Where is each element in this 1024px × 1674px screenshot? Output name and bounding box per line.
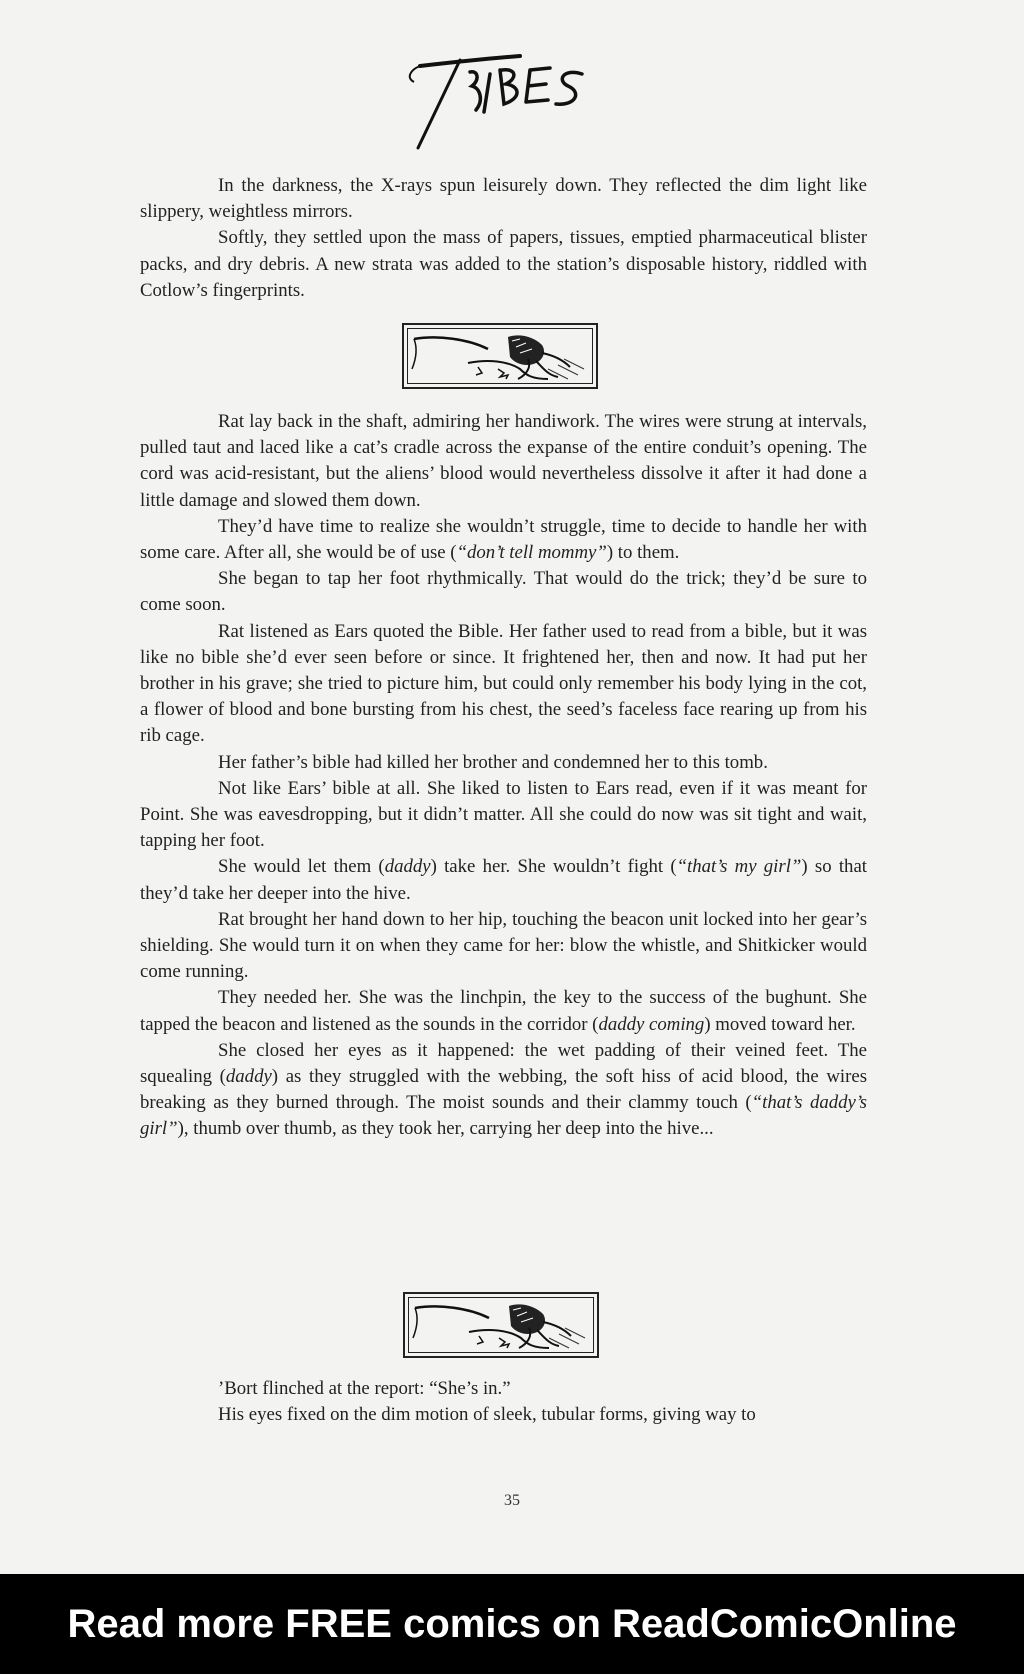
paragraph: Not like Ears’ bible at all. She liked to listen to Ears read, even if it was meant for Point. She was eavesdropping, but it didn’t matter. All she could do now was sit tight and wait, tapping her foot. — [140, 777, 867, 852]
italic-text: “that’s my girl” — [676, 856, 802, 878]
italic-text: daddy — [384, 856, 431, 878]
page-number: 35 — [504, 1492, 520, 1509]
italic-text: “don’t tell mommy” — [456, 542, 607, 564]
paragraph: Her father’s bible had killed her brother and condemned her to this tomb. — [218, 751, 768, 773]
text-section-2 — [140, 409, 867, 1143]
tribes-logo — [400, 40, 600, 150]
paragraph: ’Bort flinched at the report: “She’s in.” — [218, 1378, 511, 1399]
text-run: She closed her eyes as it happened: the wet padding of their veined feet. The squealing ( — [140, 1039, 867, 1088]
text-section-3 — [140, 1376, 867, 1428]
promo-banner[interactable]: Read more FREE comics on ReadComicOnline — [0, 1574, 1024, 1674]
divider-frame — [408, 1297, 594, 1353]
italic-text: daddy — [225, 1066, 272, 1088]
paragraph — [140, 1038, 867, 1143]
text-run: ) as they struggled with the webbing, the soft hiss of acid blood, the wires breaking as they burned through. The moist sounds and their clammy touch ( — [140, 1066, 867, 1114]
text-run: She would let them ( — [218, 856, 385, 878]
paragraph — [140, 514, 867, 566]
paragraph — [140, 985, 867, 1037]
paragraph: She began to tap her foot rhythmically. That would do the trick; they’d be sure to come soon. — [140, 568, 867, 616]
text-run: ) to them. — [606, 542, 680, 564]
paragraph: His eyes fixed on the dim motion of sleek, tubular forms, giving way to — [218, 1404, 756, 1426]
paragraph: Rat brought her hand down to her hip, touching the beacon unit locked into her gear’s shielding. She would turn it on when they came for her: blow the whistle, and Shitkicker would come running. — [140, 908, 867, 983]
paragraph — [140, 854, 867, 906]
text-run: ) take her. She wouldn’t fight ( — [430, 856, 677, 878]
text-run: They needed her. She was the linchpin, the key to the success of the bughunt. She tapped the beacon and listened as the sounds in the corridor ( — [140, 987, 867, 1035]
paragraph: Rat listened as Ears quoted the Bible. Her father used to read from a bible, but it was like no bible she’d ever seen before or since. It frightened her, then and now. It had put her brother in his grave; she tried to picture him, but could only remember his body lying in the cot, a flower of blood and bone bursting from his chest, the seed’s faceless face rearing up from his rib cage. — [140, 620, 867, 747]
alien-creature-icon — [408, 329, 592, 383]
tribes-logo-icon — [400, 40, 600, 150]
section-divider — [402, 323, 598, 389]
alien-creature-icon — [409, 1298, 593, 1352]
text-run: ) so that they’d take her deeper into the hive. — [140, 856, 867, 904]
italic-text: daddy coming — [598, 1013, 705, 1035]
text-run: ), thumb over thumb, as they took her, carrying her deep into the hive... — [177, 1118, 714, 1140]
paragraph: Softly, they settled upon the mass of papers, tissues, emptied pharmaceutical blister packs, and dry debris. A new strata was added to the station’s disposable history, riddled with Cotlow’s fingerprints. — [140, 227, 867, 301]
text-run: They’d have time to realize she wouldn’t struggle, time to decide to handle her with some care. After all, she would be of use ( — [140, 515, 867, 564]
text-section-1 — [140, 173, 867, 304]
section-divider — [403, 1292, 599, 1358]
text-run: ) moved toward her. — [704, 1013, 856, 1035]
paragraph: In the darkness, the X-rays spun leisurely down. They reflected the dim light like slippery, weightless mirrors. — [140, 175, 867, 223]
italic-text: “that’s daddy’s girl” — [140, 1092, 867, 1140]
paragraph: Rat lay back in the shaft, admiring her handiwork. The wires were strung at intervals, pulled taut and laced like a cat’s cradle across the expanse of the entire conduit’s opening. The cord was acid-resistant, but the aliens’ blood would nevertheless dissolve it after it had done a little damage and slowed them down. — [140, 411, 867, 511]
divider-frame — [407, 328, 593, 384]
